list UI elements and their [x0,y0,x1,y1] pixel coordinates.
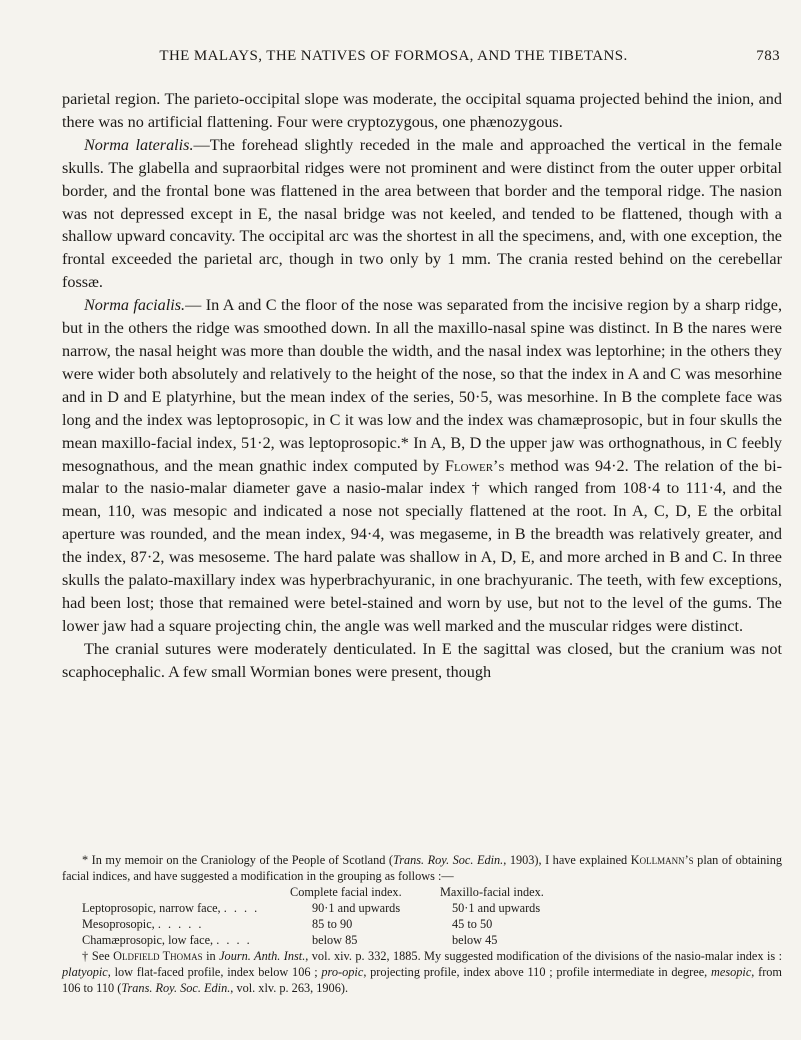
footnotes [62,852,782,996]
footnote-2: † See Oldfield Thomas in Journ. Anth. Inst., vol. xiv. p. 332, 1885. My suggested modification of the divisions of the nasio-malar index is : platyopic, low flat-faced profile, index below 106 ; pro-opic, projecting profile, index above 110 ; profile intermediate in degree, mesopic, from 106 to 110 (Trans. Roy. Soc. Edin., vol. xlv. p. 263, 1906). [62,949,783,995]
table-cell: 50·1 and upwards [452,901,541,915]
paragraph-norma-facialis [62,294,782,638]
table-cell: Chamæprosopic, low face, [82,933,214,947]
norma-facialis-text-a: — In A and C the floor of the nose was separated from the incisive region by a sharp ridge, but in the others the ridge was smoothed down. In all the maxillo-nasal spine was distinct. In B the nares were narrow, the nasal height was more than double the width, and the nasal index was leptorhine; in the others they were wider both absolutely and relatively to the height of the nose, so that the index in A and C was mesorhine and in D and E platyrhine, but the mean index of the series, 50·5, was mesorhine. In B the complete face was long and the index was leptoprosopic, in C it was low and the index was chamæprosopic, but in four skulls the mean maxillo-facial index, 51·2, was leptoprosopic.* In A, B, D the upper jaw was orthognathous, in C feebly mesognathous, and the mean gnathic index computed by [62,296,782,475]
table-header-row [62,884,782,900]
author-flower: Flower’s [444,456,505,475]
table-cell: 85 to 90 [312,917,353,931]
table-header: Maxillo-facial index. [440,885,544,899]
table-cell: Mesoprosopic, [82,917,155,931]
term-pro-opic: pro-opic [321,965,364,979]
running-title: THE MALAYS, THE NATIVES OF FORMOSA, AND THE TIBETANS. [159,48,628,64]
table-row: Leptoprosopic, narrow face, . . . . 90·1 and upwards 50·1 and upwards [62,900,782,916]
journal-ref: Journ. Anth. Inst. [219,949,306,963]
term-mesopic: mesopic [710,965,752,979]
author-oldfield-thomas: Oldfield Thomas [113,949,203,963]
journal-ref: Trans. Roy. Soc. Edin. [393,853,504,867]
table-cell: below 45 [452,933,498,947]
term-platyopic: platyopic [62,965,108,979]
paragraph-1: parietal region. The parieto-occipital slope was moderate, the occipital squama projected behind the inion, and there was no artificial flattening. Four were cryptozygous, one phænozygous. [62,90,782,131]
running-header [62,48,780,70]
page-number: 783 [756,48,780,64]
table-row: Mesoprosopic, . . . . . 85 to 90 45 to 50 [62,916,782,932]
paragraph-norma-lateralis [62,134,782,294]
heading-norma-lateralis: Norma lateralis. [84,135,194,154]
table-cell: below 85 [312,933,358,947]
heading-norma-facialis: Norma facialis. [84,296,186,315]
norma-lateralis-text: —The forehead slightly receded in the male and approached the vertical in the female skulls. The glabella and supraorbital ridges were not prominent and were distinct from the outer upper orbital border, and the frontal bone was flattened in the area between that border and the temporal ridge. The nasion was not depressed except in E, the nasal bridge was not keeled, and tended to be flattened, though with a shallow upward concavity. The occipital arc was the shortest in all the specimens, and, with one exception, the frontal exceeded the parietal arc, though in two only by 1 mm. The crania rested behind on the cerebellar fossæ. [62,135,782,292]
norma-facialis-text-b: method was 94·2. The relation of the bi-malar to the nasio-malar diameter gave a nasio-malar index † which ranged from 108·4 to 111·4, and the mean, 110, was mesopic and indicated a nose not specially flattened at the root. In A, C, D, E the orbital aperture was rounded, and the mean index, 94·4, was megaseme, in B the breadth was relatively greater, and the index, 87·2, was mesoseme. The hard palate was shallow in A, D, E, and more arched in B and C. In three skulls the palato-maxillary index was hyperbrachyuranic, in one brachyuranic. The teeth, with few exceptions, had been lost; those that remained were betel-stained and worn by use, but not to the level of the gums. The lower jaw had a square projecting chin, the angle was well marked and the muscular ridges were distinct. [62,456,782,635]
paragraph-cranial-sutures: The cranial sutures were moderately denticulated. In E the sagittal was closed, but the cranium was not scaphocephalic. A few small Wormian bones were present, though [62,639,782,681]
table-cell: Leptoprosopic, narrow face, [82,901,221,915]
author-kollmann: Kollmann’s [630,853,694,867]
table-cell: 45 to 50 [452,917,493,931]
body-text [62,88,782,684]
table-row: Chamæprosopic, low face, . . . . below 85 below 45 [62,932,782,948]
footnote-1: * In my memoir on the Craniology of the People of Scotland (Trans. Roy. Soc. Edin., 1903), I have explained Kollmann’s plan of obtaining facial indices, and have suggested a modification in the grouping as follows :— [62,853,783,883]
table-cell: 90·1 and upwards [312,901,401,915]
table-header: Complete facial index. [290,885,402,899]
journal-ref: Trans. Roy. Soc. Edin. [121,981,231,995]
facial-index-table [62,884,782,948]
